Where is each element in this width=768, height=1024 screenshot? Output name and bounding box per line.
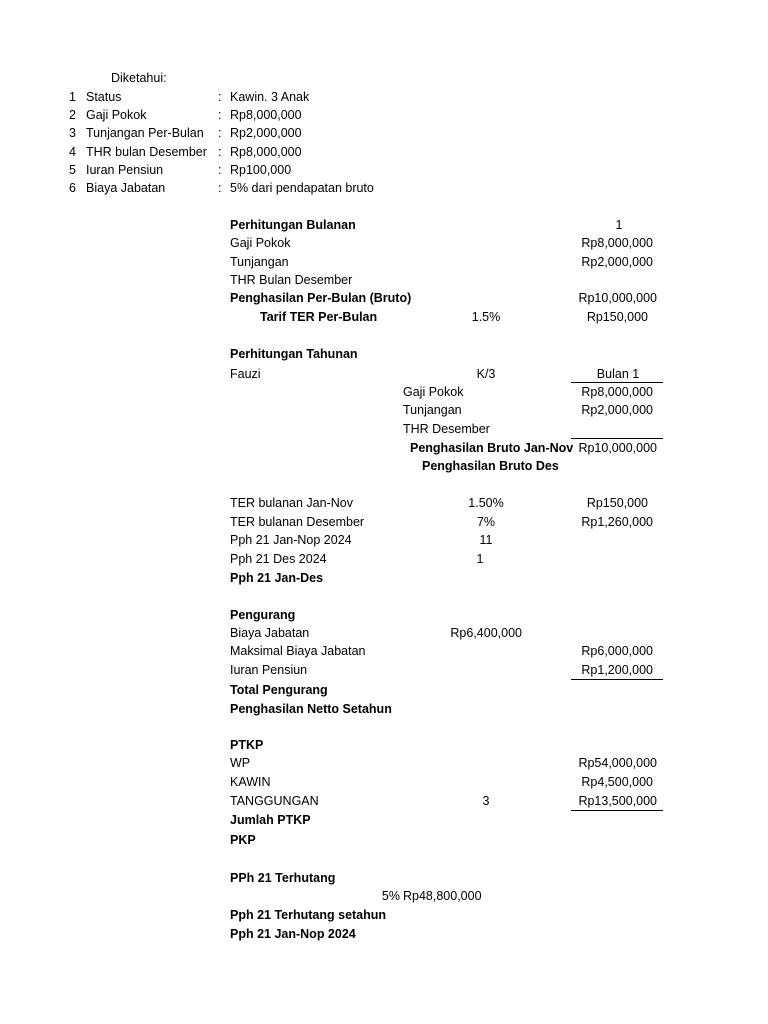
terhutang-value: Rp48,800,000	[403, 889, 482, 903]
tahunan-gaji-label: Gaji Pokok	[403, 385, 464, 399]
item-number: 1	[69, 90, 76, 104]
bulanan-tarif-value: Rp150,000	[586, 310, 648, 324]
item-value: 5% dari pendapatan bruto	[230, 181, 374, 195]
tahunan-status: K/3	[476, 367, 496, 381]
bulanan-column-header: 1	[615, 218, 623, 232]
tahunan-thr-label: THR Desember	[403, 422, 490, 436]
iuran-pensiun-label: Iuran Pensiun	[230, 663, 308, 677]
item-label: Status	[86, 90, 122, 104]
ter-des-value: Rp1,260,000	[581, 515, 653, 529]
maksimal-biaya-value: Rp6,000,000	[581, 644, 653, 658]
terhutang-jan-nop-label: Pph 21 Jan-Nop 2024	[230, 927, 356, 941]
item-number: 5	[69, 163, 76, 177]
iuran-pensiun-value: Rp1,200,000	[581, 663, 653, 677]
diketahui-title: Diketahui:	[111, 71, 167, 85]
bulanan-tarif-label: Tarif TER Per-Bulan	[260, 310, 378, 324]
ptkp-heading: PTKP	[230, 738, 264, 752]
item-separator: :	[218, 108, 222, 122]
tahunan-tunjangan-label: Tunjangan	[403, 403, 462, 417]
netto-setahun-label: Penghasilan Netto Setahun	[230, 702, 392, 716]
ter-des-rate: 7%	[476, 515, 496, 529]
bulanan-tunjangan-label: Tunjangan	[230, 255, 289, 269]
total-pengurang-label: Total Pengurang	[230, 683, 328, 697]
pph-jan-des-label: Pph 21 Jan-Des	[230, 571, 324, 585]
item-label: THR bulan Desember	[86, 145, 207, 159]
ter-des-label: TER bulanan Desember	[230, 515, 365, 529]
tahunan-bruto-jan-nov-value: Rp10,000,000	[578, 441, 657, 455]
bulanan-gaji-label: Gaji Pokok	[230, 236, 291, 250]
item-number: 4	[69, 145, 76, 159]
item-value: Rp8,000,000	[230, 108, 302, 122]
bulanan-tunjangan-value: Rp2,000,000	[581, 255, 653, 269]
bulanan-bruto-label: Penghasilan Per-Bulan (Bruto)	[230, 291, 412, 305]
ter-jan-nov-value: Rp150,000	[586, 496, 648, 510]
pengurang-heading: Pengurang	[230, 608, 296, 622]
item-value: Rp2,000,000	[230, 126, 302, 140]
sum-underline	[571, 810, 663, 811]
terhutang-rate: 5%	[381, 889, 400, 903]
item-separator: :	[218, 90, 222, 104]
ptkp-kawin-label: KAWIN	[230, 775, 271, 789]
terhutang-heading: PPh 21 Terhutang	[230, 871, 336, 885]
item-separator: :	[218, 145, 222, 159]
sum-underline	[571, 679, 663, 680]
column-underline	[571, 382, 663, 383]
item-number: 6	[69, 181, 76, 195]
sum-underline	[571, 438, 663, 439]
item-label: Tunjangan Per-Bulan	[86, 126, 204, 140]
terhutang-setahun-label: Pph 21 Terhutang setahun	[230, 908, 387, 922]
ter-jan-nov-rate: 1.50%	[468, 496, 504, 510]
item-number: 3	[69, 126, 76, 140]
ptkp-wp-value: Rp54,000,000	[578, 756, 657, 770]
item-value: Kawin. 3 Anak	[230, 90, 310, 104]
item-separator: :	[218, 163, 222, 177]
tahunan-bruto-jan-nov-label: Penghasilan Bruto Jan-Nov	[410, 441, 574, 455]
tahunan-gaji-value: Rp8,000,000	[581, 385, 653, 399]
item-separator: :	[218, 181, 222, 195]
bulanan-heading: Perhitungan Bulanan	[230, 218, 356, 232]
tahunan-column-header: Bulan 1	[596, 367, 640, 381]
item-label: Gaji Pokok	[86, 108, 147, 122]
pph-jan-nop-label: Pph 21 Jan-Nop 2024	[230, 533, 352, 547]
tahunan-name: Fauzi	[230, 367, 261, 381]
bulanan-gaji-value: Rp8,000,000	[581, 236, 653, 250]
ptkp-kawin-value: Rp4,500,000	[581, 775, 653, 789]
jumlah-ptkp-label: Jumlah PTKP	[230, 813, 311, 827]
bulanan-thr-label: THR Bulan Desember	[230, 273, 353, 287]
item-number: 2	[69, 108, 76, 122]
pkp-label: PKP	[230, 833, 256, 847]
bulanan-bruto-value: Rp10,000,000	[578, 291, 657, 305]
tahunan-tunjangan-value: Rp2,000,000	[581, 403, 653, 417]
ptkp-wp-label: WP	[230, 756, 251, 770]
ptkp-tanggungan-count: 3	[482, 794, 490, 808]
pph-jan-nop-months: 11	[479, 533, 493, 547]
item-label: Biaya Jabatan	[86, 181, 166, 195]
biaya-jabatan-value: Rp6,400,000	[450, 626, 522, 640]
bulanan-tarif-rate: 1.5%	[471, 310, 501, 324]
item-separator: :	[218, 126, 222, 140]
maksimal-biaya-label: Maksimal Biaya Jabatan	[230, 644, 366, 658]
pph-des-months: 1	[476, 552, 484, 566]
tahunan-heading: Perhitungan Tahunan	[230, 347, 358, 361]
biaya-jabatan-label: Biaya Jabatan	[230, 626, 310, 640]
item-label: Iuran Pensiun	[86, 163, 164, 177]
ter-jan-nov-label: TER bulanan Jan-Nov	[230, 496, 353, 510]
tahunan-bruto-des-label: Penghasilan Bruto Des	[422, 459, 559, 473]
pph-des-label: Pph 21 Des 2024	[230, 552, 327, 566]
item-value: Rp100,000	[230, 163, 292, 177]
ptkp-tanggungan-value: Rp13,500,000	[578, 794, 657, 808]
ptkp-tanggungan-label: TANGGUNGAN	[230, 794, 319, 808]
item-value: Rp8,000,000	[230, 145, 302, 159]
